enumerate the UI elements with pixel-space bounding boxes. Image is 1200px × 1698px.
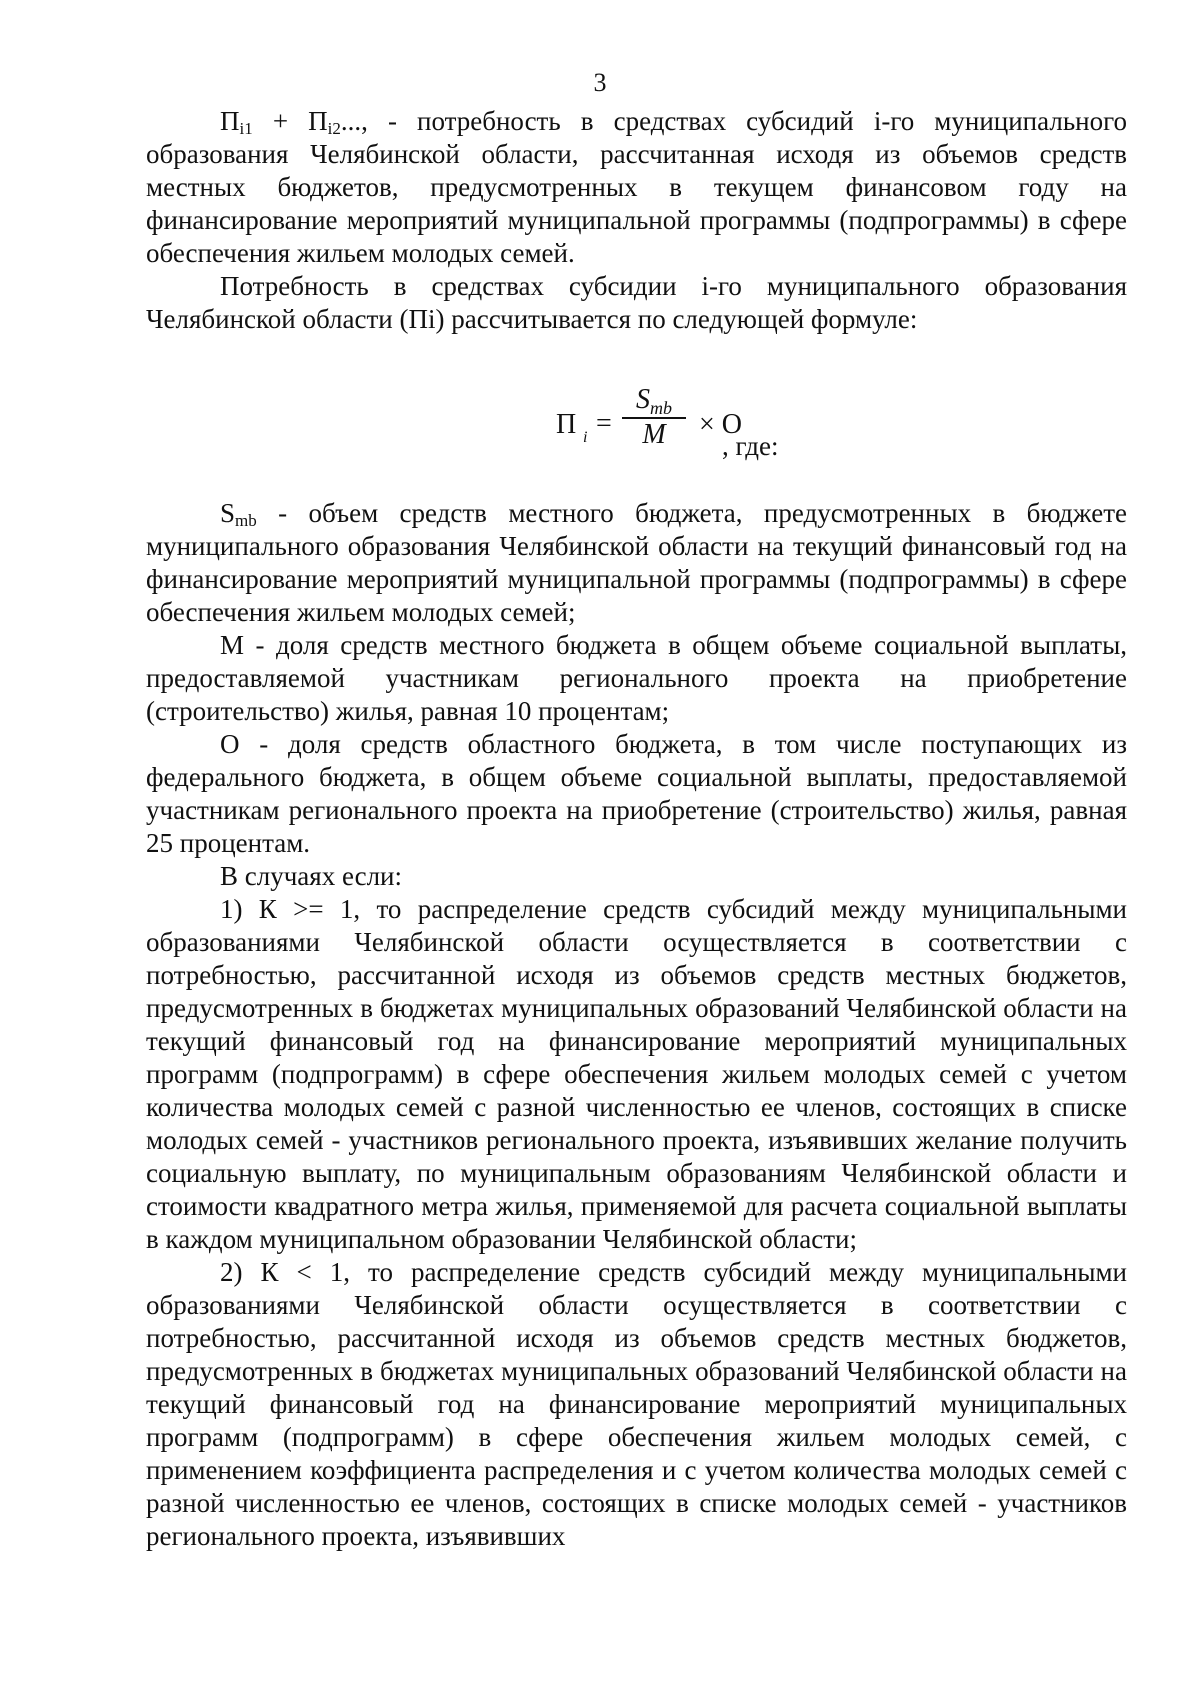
formula-times-o: × O: [699, 409, 743, 440]
case-1: 1) К >= 1, то распределение средств субсидий между муниципальными образованиями Челябинской области осуществляется в соответствии с потребностью, рассчитанной исходя из объемов средств местных бюджетов, предусмотренных в бюджетах муниципальных образований Челябинской области на текущий финансовый год на финансирование мероприятий муниципальных программ (подпрограмм) в сфере обеспечения жильем молодых семей с учетом количества молодых семей с разной численностью ее членов, состоящих в списке молодых семей - участников регионального проекта, изъявивших желание получить социальную выплату, по муниципальным образованиям Челябинской области и стоимости квадратного метра жилья, применяемой для расчета социальной выплаты в каждом муниципальном образовании Челябинской области;: [146, 894, 1127, 1254]
case-2: 2) К < 1, то распределение средств субсидий между муниципальными образованиями Челябинской области осуществляется в соответствии с потребностью, рассчитанной исходя из объемов средств местных бюджетов, предусмотренных в бюджетах муниципальных образований Челябинской области на текущий финансовый год на финансирование мероприятий муниципальных программ (подпрограмм) в сфере обеспечения жильем молодых семей, с применением коэффициента распределения и с учетом количества молодых семей с разной численностью ее членов, состоящих в списке молодых семей - участников регионального проекта, изъявивших: [146, 1257, 1127, 1551]
formula-numerator-subscript: mb: [650, 398, 672, 418]
formula-intro-paragraph: Потребность в средствах субсидии i-го муниципального образования Челябинской области (Пi) рассчитывается по следующей формуле:: [146, 271, 1127, 334]
definition-smb: [146, 497, 1127, 629]
formula-fraction: [620, 383, 688, 451]
term-p-i1: П: [220, 106, 240, 136]
term-p-i2: П: [308, 106, 328, 136]
definition-m: М - доля средств местного бюджета в общем объеме социальной выплаты, предоставляемой участникам регионального проекта на приобретение (строительство) жилья, равная 10 процентам;: [146, 630, 1127, 726]
term-p-i1-subscript: i1: [239, 119, 253, 138]
term-p-i2-subscript: i2: [327, 119, 341, 138]
formula-equals: =: [596, 408, 612, 439]
intro-paragraph: [146, 105, 1127, 270]
page-number: 3: [593, 68, 607, 97]
cases-heading: В случаях если:: [220, 861, 403, 891]
intro-block: [146, 105, 1127, 336]
formula-denominator: M: [642, 419, 666, 450]
term-plus: +: [252, 106, 309, 136]
formula-numerator: [620, 383, 688, 417]
intro-text: ..., - потребность в средствах субсидий i-го муниципального образования Челябинской области, рассчитанная исходя из объемов средств местных бюджетов, предусмотренных в текущем финансовом году на финансирование мероприятий муниципальной программы (подпрограммы) в сфере обеспечения жильем молодых семей.: [146, 106, 1127, 268]
formula-where: , где:: [722, 431, 779, 461]
formula-lhs-subscript: i: [583, 429, 588, 446]
formula-lhs: П: [556, 409, 577, 440]
smb-subscript: mb: [235, 511, 257, 530]
smb-term: S: [220, 498, 236, 528]
definitions-block: [146, 497, 1127, 1553]
smb-text: - объем средств местного бюджета, предусмотренных в бюджете муниципального образования Челябинской области на текущий финансовый год на финансирование мероприятий муниципальной программы (подпрограммы) в сфере обеспечения жильем молодых семей;: [146, 498, 1127, 627]
definition-o: О - доля средств областного бюджета, в том числе поступающих из федерального бюджета, в общем объеме социальной выплаты, предоставляемой участникам регионального проекта на приобретение (строительство) жилья, равная 25 процентам.: [146, 729, 1127, 858]
formula-numerator-main: S: [636, 384, 650, 415]
